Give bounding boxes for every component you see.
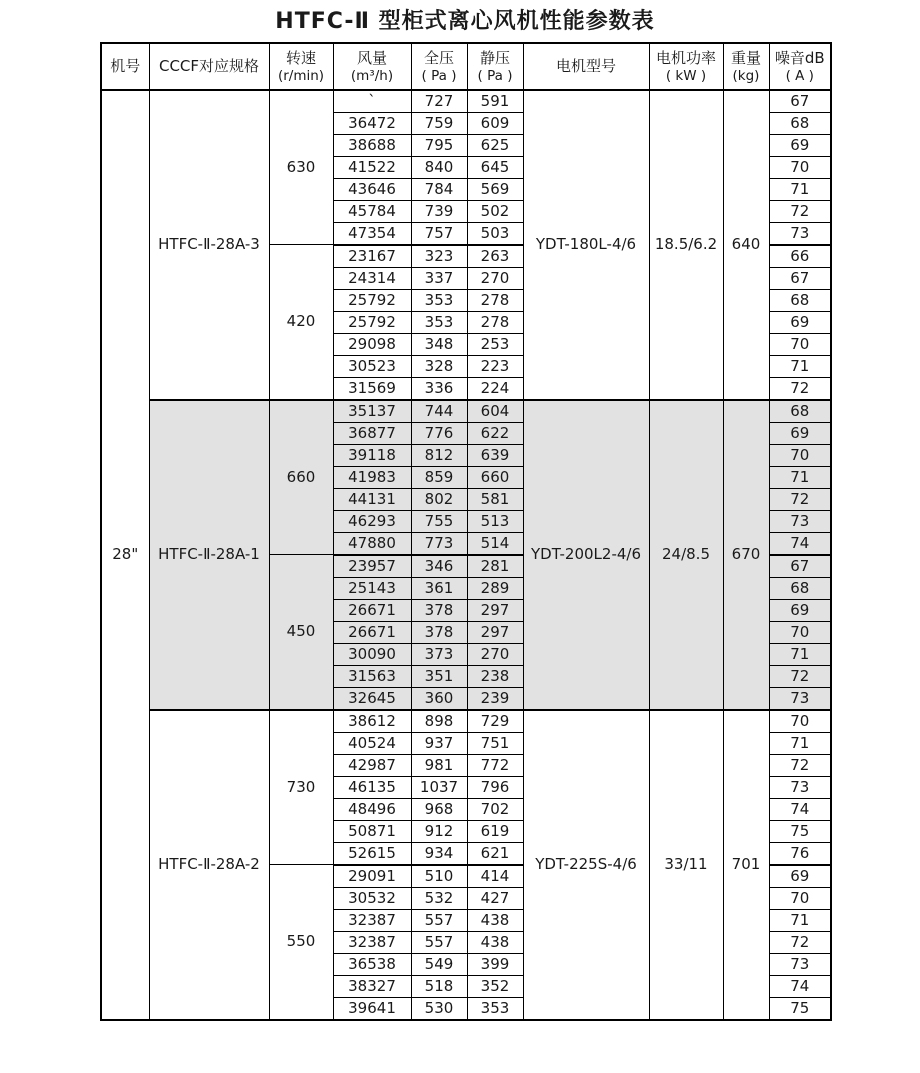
header-label: 全压	[423, 48, 454, 67]
static-pressure-cell: 289	[467, 577, 523, 599]
total-pressure-cell: 968	[411, 798, 467, 820]
noise-cell: 73	[769, 222, 831, 245]
noise-cell: 69	[769, 422, 831, 444]
airflow-cell: 46135	[333, 776, 411, 798]
airflow-cell: 32387	[333, 931, 411, 953]
noise-cell: 74	[769, 798, 831, 820]
airflow-cell: 39118	[333, 444, 411, 466]
static-pressure-cell: 270	[467, 267, 523, 289]
static-pressure-cell: 796	[467, 776, 523, 798]
noise-cell: 73	[769, 953, 831, 975]
total-pressure-cell: 840	[411, 156, 467, 178]
static-pressure-cell: 591	[467, 90, 523, 113]
total-pressure-cell: 323	[411, 245, 467, 268]
header-airflow	[333, 43, 411, 90]
total-pressure-cell: 937	[411, 732, 467, 754]
noise-cell: 67	[769, 90, 831, 113]
noise-cell: 70	[769, 710, 831, 733]
machine-no-cell: 28"	[101, 90, 149, 1020]
airflow-cell: 46293	[333, 510, 411, 532]
noise-cell: 68	[769, 577, 831, 599]
airflow-cell: 26671	[333, 599, 411, 621]
table-body	[101, 90, 831, 1020]
total-pressure-cell: 336	[411, 377, 467, 400]
total-pressure-cell: 934	[411, 842, 467, 865]
static-pressure-cell: 729	[467, 710, 523, 733]
weight-cell: 670	[723, 400, 769, 710]
motor-power-cell: 18.5/6.2	[649, 90, 723, 400]
noise-cell: 68	[769, 289, 831, 311]
motor-model-cell: YDT-180L-4/6	[523, 90, 649, 400]
header-cccf-spec	[149, 43, 269, 90]
total-pressure-cell: 378	[411, 599, 467, 621]
static-pressure-cell: 621	[467, 842, 523, 865]
airflow-cell: 30523	[333, 355, 411, 377]
header-label: 噪音dB	[774, 48, 825, 67]
airflow-cell: 39641	[333, 997, 411, 1020]
static-pressure-cell: 270	[467, 643, 523, 665]
total-pressure-cell: 353	[411, 311, 467, 333]
airflow-cell: 44131	[333, 488, 411, 510]
static-pressure-cell: 660	[467, 466, 523, 488]
noise-cell: 72	[769, 665, 831, 687]
noise-cell: 74	[769, 975, 831, 997]
noise-cell: 69	[769, 599, 831, 621]
speed-cell: 450	[269, 555, 333, 710]
total-pressure-cell: 1037	[411, 776, 467, 798]
total-pressure-cell: 727	[411, 90, 467, 113]
airflow-cell: 29091	[333, 865, 411, 888]
speed-cell: 550	[269, 865, 333, 1020]
noise-cell: 72	[769, 754, 831, 776]
static-pressure-cell: 639	[467, 444, 523, 466]
airflow-cell: 25792	[333, 311, 411, 333]
total-pressure-cell: 755	[411, 510, 467, 532]
static-pressure-cell: 502	[467, 200, 523, 222]
noise-cell: 72	[769, 488, 831, 510]
airflow-cell: 48496	[333, 798, 411, 820]
noise-cell: 68	[769, 112, 831, 134]
airflow-cell: 31563	[333, 665, 411, 687]
total-pressure-cell: 337	[411, 267, 467, 289]
airflow-cell: 23167	[333, 245, 411, 268]
header-unit: ( A )	[785, 67, 814, 84]
noise-cell: 71	[769, 466, 831, 488]
table-row	[101, 90, 831, 113]
static-pressure-cell: 438	[467, 931, 523, 953]
total-pressure-cell: 773	[411, 532, 467, 555]
table-row	[101, 400, 831, 423]
header-unit: (kg)	[732, 67, 760, 84]
static-pressure-cell: 609	[467, 112, 523, 134]
noise-cell: 71	[769, 732, 831, 754]
spec-cell: HTFC-Ⅱ-28A-1	[149, 400, 269, 710]
static-pressure-cell: 625	[467, 134, 523, 156]
speed-cell: 630	[269, 90, 333, 245]
speed-cell: 730	[269, 710, 333, 865]
static-pressure-cell: 281	[467, 555, 523, 578]
motor-power-cell: 24/8.5	[649, 400, 723, 710]
spec-cell: HTFC-Ⅱ-28A-3	[149, 90, 269, 400]
total-pressure-cell: 360	[411, 687, 467, 710]
page-title: HTFC-Ⅱ 型柜式离心风机性能参数表	[275, 9, 655, 34]
noise-cell: 75	[769, 820, 831, 842]
noise-cell: 70	[769, 887, 831, 909]
static-pressure-cell: 503	[467, 222, 523, 245]
static-pressure-cell: 223	[467, 355, 523, 377]
airflow-cell: 38612	[333, 710, 411, 733]
total-pressure-cell: 744	[411, 400, 467, 423]
noise-cell: 71	[769, 355, 831, 377]
header-noise	[769, 43, 831, 90]
header-unit: ( kW )	[665, 67, 707, 84]
airflow-cell: 23957	[333, 555, 411, 578]
header-speed	[269, 43, 333, 90]
total-pressure-cell: 378	[411, 621, 467, 643]
motor-model-cell: YDT-225S-4/6	[523, 710, 649, 1020]
total-pressure-cell: 859	[411, 466, 467, 488]
airflow-cell: 43646	[333, 178, 411, 200]
noise-cell: 75	[769, 997, 831, 1020]
header-unit: ( Pa )	[421, 67, 457, 84]
airflow-cell: 36472	[333, 112, 411, 134]
total-pressure-cell: 557	[411, 931, 467, 953]
airflow-cell: `	[333, 90, 411, 113]
static-pressure-cell: 352	[467, 975, 523, 997]
noise-cell: 69	[769, 311, 831, 333]
noise-cell: 73	[769, 510, 831, 532]
spec-cell: HTFC-Ⅱ-28A-2	[149, 710, 269, 1020]
motor-power-cell: 33/11	[649, 710, 723, 1020]
static-pressure-cell: 513	[467, 510, 523, 532]
airflow-cell: 29098	[333, 333, 411, 355]
total-pressure-cell: 353	[411, 289, 467, 311]
noise-cell: 71	[769, 909, 831, 931]
weight-cell: 640	[723, 90, 769, 400]
static-pressure-cell: 278	[467, 311, 523, 333]
static-pressure-cell: 604	[467, 400, 523, 423]
total-pressure-cell: 361	[411, 577, 467, 599]
static-pressure-cell: 278	[467, 289, 523, 311]
airflow-cell: 45784	[333, 200, 411, 222]
total-pressure-cell: 776	[411, 422, 467, 444]
airflow-cell: 47880	[333, 532, 411, 555]
static-pressure-cell: 399	[467, 953, 523, 975]
total-pressure-cell: 759	[411, 112, 467, 134]
static-pressure-cell: 238	[467, 665, 523, 687]
static-pressure-cell: 263	[467, 245, 523, 268]
static-pressure-cell: 297	[467, 621, 523, 643]
noise-cell: 73	[769, 687, 831, 710]
airflow-cell: 40524	[333, 732, 411, 754]
total-pressure-cell: 757	[411, 222, 467, 245]
airflow-cell: 32645	[333, 687, 411, 710]
airflow-cell: 30532	[333, 887, 411, 909]
header-label: 风量	[356, 48, 387, 67]
header-machine-no	[101, 43, 149, 90]
noise-cell: 69	[769, 134, 831, 156]
noise-cell: 67	[769, 555, 831, 578]
header-static-pressure	[467, 43, 523, 90]
noise-cell: 72	[769, 200, 831, 222]
static-pressure-cell: 514	[467, 532, 523, 555]
header-label: CCCF对应规格	[158, 56, 260, 75]
total-pressure-cell: 346	[411, 555, 467, 578]
noise-cell: 70	[769, 156, 831, 178]
page	[0, 8, 920, 1021]
header-label: 电机型号	[555, 56, 616, 75]
total-pressure-cell: 532	[411, 887, 467, 909]
airflow-cell: 52615	[333, 842, 411, 865]
static-pressure-cell: 645	[467, 156, 523, 178]
header-motor-model	[523, 43, 649, 90]
airflow-cell: 41522	[333, 156, 411, 178]
header-motor-power	[649, 43, 723, 90]
noise-cell: 74	[769, 532, 831, 555]
static-pressure-cell: 702	[467, 798, 523, 820]
airflow-cell: 30090	[333, 643, 411, 665]
total-pressure-cell: 557	[411, 909, 467, 931]
airflow-cell: 24314	[333, 267, 411, 289]
airflow-cell: 26671	[333, 621, 411, 643]
header-unit: ( Pa )	[477, 67, 513, 84]
header-unit: (r/min)	[277, 67, 325, 84]
header-unit: (m³/h)	[350, 67, 394, 84]
noise-cell: 76	[769, 842, 831, 865]
static-pressure-cell: 253	[467, 333, 523, 355]
static-pressure-cell: 581	[467, 488, 523, 510]
weight-cell: 701	[723, 710, 769, 1020]
motor-model-cell: YDT-200L2-4/6	[523, 400, 649, 710]
airflow-cell: 25143	[333, 577, 411, 599]
airflow-cell: 35137	[333, 400, 411, 423]
static-pressure-cell: 414	[467, 865, 523, 888]
static-pressure-cell: 353	[467, 997, 523, 1020]
noise-cell: 69	[769, 865, 831, 888]
static-pressure-cell: 569	[467, 178, 523, 200]
static-pressure-cell: 438	[467, 909, 523, 931]
total-pressure-cell: 912	[411, 820, 467, 842]
noise-cell: 70	[769, 444, 831, 466]
airflow-cell: 50871	[333, 820, 411, 842]
airflow-cell: 38327	[333, 975, 411, 997]
noise-cell: 71	[769, 178, 831, 200]
total-pressure-cell: 795	[411, 134, 467, 156]
airflow-cell: 41983	[333, 466, 411, 488]
noise-cell: 66	[769, 245, 831, 268]
static-pressure-cell: 239	[467, 687, 523, 710]
total-pressure-cell: 373	[411, 643, 467, 665]
header-label: 电机功率	[655, 48, 716, 67]
speed-cell: 420	[269, 245, 333, 400]
noise-cell: 72	[769, 931, 831, 953]
total-pressure-cell: 510	[411, 865, 467, 888]
header-label: 机号	[110, 56, 141, 75]
static-pressure-cell: 772	[467, 754, 523, 776]
header-label: 转速	[285, 48, 316, 67]
header-label: 重量	[730, 48, 761, 67]
total-pressure-cell: 518	[411, 975, 467, 997]
airflow-cell: 47354	[333, 222, 411, 245]
airflow-cell: 42987	[333, 754, 411, 776]
noise-cell: 72	[769, 377, 831, 400]
fan-performance-table	[100, 42, 832, 1021]
total-pressure-cell: 328	[411, 355, 467, 377]
header-row	[101, 43, 831, 90]
total-pressure-cell: 348	[411, 333, 467, 355]
header-weight	[723, 43, 769, 90]
airflow-cell: 38688	[333, 134, 411, 156]
noise-cell: 73	[769, 776, 831, 798]
total-pressure-cell: 802	[411, 488, 467, 510]
total-pressure-cell: 530	[411, 997, 467, 1020]
total-pressure-cell: 351	[411, 665, 467, 687]
static-pressure-cell: 427	[467, 887, 523, 909]
noise-cell: 67	[769, 267, 831, 289]
header-label: 静压	[479, 48, 510, 67]
total-pressure-cell: 739	[411, 200, 467, 222]
airflow-cell: 36877	[333, 422, 411, 444]
total-pressure-cell: 812	[411, 444, 467, 466]
total-pressure-cell: 549	[411, 953, 467, 975]
airflow-cell: 31569	[333, 377, 411, 400]
airflow-cell: 25792	[333, 289, 411, 311]
total-pressure-cell: 784	[411, 178, 467, 200]
noise-cell: 70	[769, 621, 831, 643]
total-pressure-cell: 898	[411, 710, 467, 733]
total-pressure-cell: 981	[411, 754, 467, 776]
airflow-cell: 32387	[333, 909, 411, 931]
static-pressure-cell: 751	[467, 732, 523, 754]
static-pressure-cell: 619	[467, 820, 523, 842]
noise-cell: 68	[769, 400, 831, 423]
noise-cell: 71	[769, 643, 831, 665]
table-row	[101, 710, 831, 733]
airflow-cell: 36538	[333, 953, 411, 975]
header-total-pressure	[411, 43, 467, 90]
static-pressure-cell: 224	[467, 377, 523, 400]
static-pressure-cell: 297	[467, 599, 523, 621]
noise-cell: 70	[769, 333, 831, 355]
speed-cell: 660	[269, 400, 333, 555]
static-pressure-cell: 622	[467, 422, 523, 444]
table-header	[101, 43, 831, 90]
